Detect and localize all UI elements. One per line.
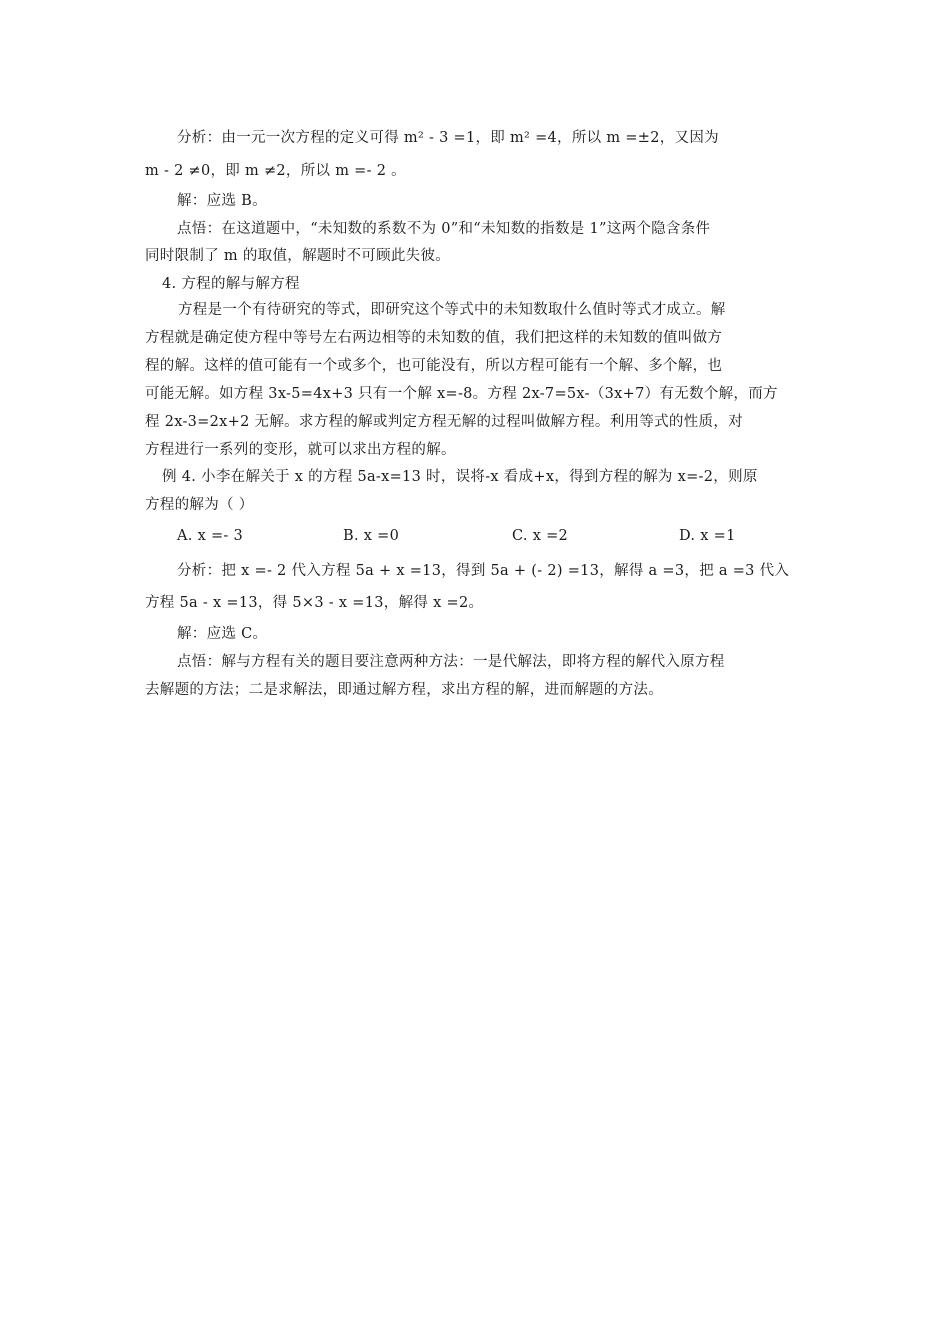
example-4-line-1: 例 4. 小李在解关于 x 的方程 5a-x=13 时，误将-x 看成+x，得到方程的解为 x=-2，则原 <box>162 469 758 485</box>
tip-2-line-2: 去解题的方法；二是求解法，即通过解方程，求出方程的解，进而解题的方法。 <box>145 682 663 698</box>
tip-2-line-1: 点悟：解与方程有关的题目要注意两种方法：一是代解法，即将方程的解代入原方程 <box>177 654 725 670</box>
example-4-line-2: 方程的解为（ ） <box>145 497 254 513</box>
answer-2: 解：应选 C。 <box>177 626 268 642</box>
paragraph-line-3: 程的解。这样的值可能有一个或多个，也可能没有，所以方程可能有一个解、多个解，也 <box>145 358 723 374</box>
paragraph-line-2: 方程就是确定使方程中等号左右两边相等的未知数的值，我们把这样的未知数的值叫做方 <box>145 330 723 346</box>
analysis-2-line-1: 分析：把 x =- 2 代入方程 5a + x =13，得到 5a + (- 2) =13，解得 a =3，把 a =3 代入 <box>177 563 790 579</box>
option-a: A. x =- 3 <box>177 528 244 544</box>
option-c: C. x =2 <box>512 528 569 544</box>
paragraph-line-5: 程 2x-3=2x+2 无解。求方程的解或判定方程无解的过程叫做解方程。利用等式的性质，对 <box>145 414 743 430</box>
analysis-2-line-2: 方程 5a - x =13，得 5×3 - x =13，解得 x =2。 <box>145 595 484 611</box>
option-b: B. x =0 <box>343 528 400 544</box>
example-4-options <box>177 526 810 546</box>
analysis-1-line-1: 分析：由一元一次方程的定义可得 m² - 3 =1，即 m² =4，所以 m =±2，又因为 <box>177 130 719 146</box>
answer-1: 解：应选 B。 <box>177 193 267 209</box>
section-4-title: 4. 方程的解与解方程 <box>162 276 300 292</box>
paragraph-line-4: 可能无解。如方程 3x-5=4x+3 只有一个解 x=-8。方程 2x-7=5x-（3x+7）有无数个解，而方 <box>145 386 778 402</box>
tip-1-line-2: 同时限制了 m 的取值，解题时不可顾此失彼。 <box>145 248 451 264</box>
paragraph-line-1: 方程是一个有待研究的等式，即研究这个等式中的未知数取什么值时等式才成立。解 <box>178 302 726 318</box>
tip-1-line-1: 点悟：在这道题中，“未知数的系数不为 0”和“未知数的指数是 1”这两个隐含条件 <box>177 221 711 237</box>
paragraph-line-6: 方程进行一系列的变形，就可以求出方程的解。 <box>145 442 456 458</box>
option-d: D. x =1 <box>679 528 736 544</box>
analysis-1-line-2: m - 2 ≠0，即 m ≠2，所以 m =- 2 。 <box>145 163 406 179</box>
